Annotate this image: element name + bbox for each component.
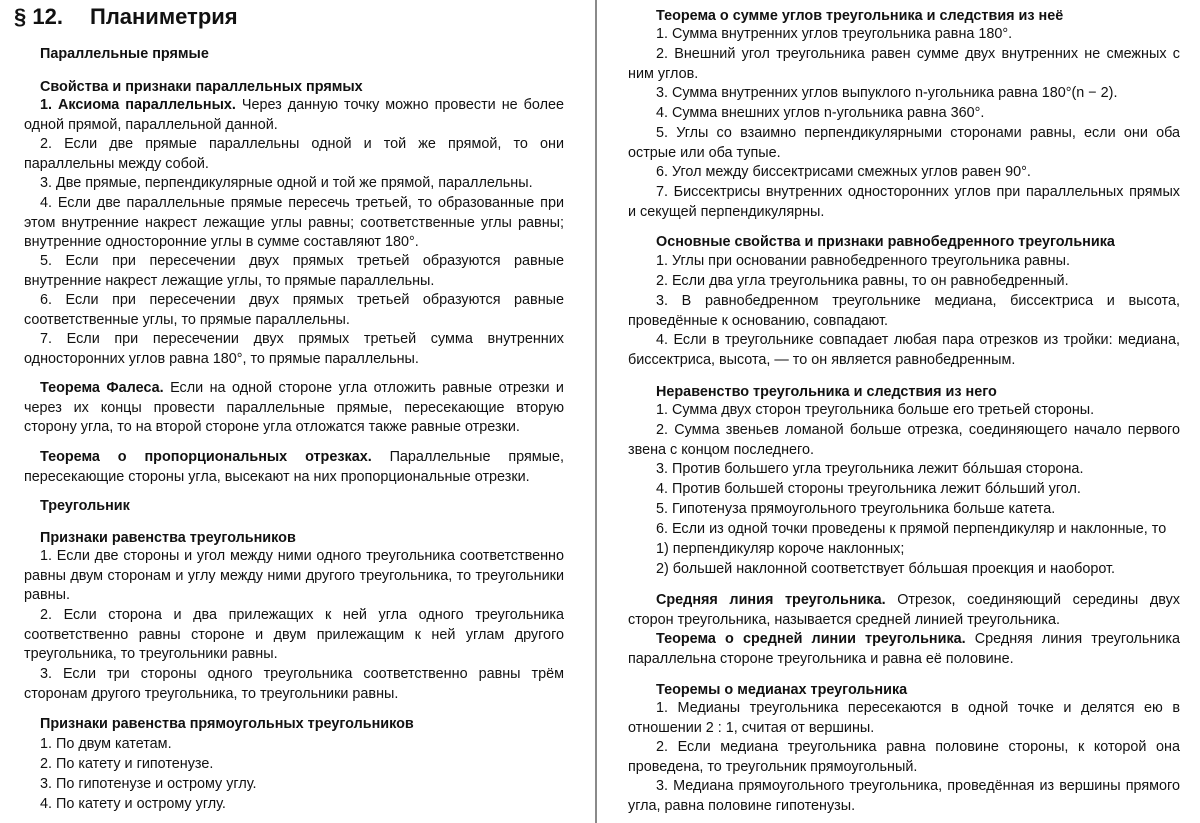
paragraph-isosceles-2: 2. Если два угла треугольника равны, то он равнобедренный. <box>656 273 1069 289</box>
proportional-label: Теорема о пропорциональных отрезках. <box>40 449 372 465</box>
section-title: Планиметрия <box>90 4 238 29</box>
paragraph-sum-1: 1. Сумма внутренних углов треугольника равна 180°. <box>656 26 1013 42</box>
proportional-text: Параллельные прямые, пересекающие стороны угла, высекают на них пропорциональные отрезки. <box>24 449 564 485</box>
heading-parallel-properties: Свойства и признаки параллельных прямых <box>40 79 363 95</box>
paragraph-proportional <box>24 448 564 487</box>
paragraph-parallel-7: 7. Если при пересечении двух прямых третьей сумма внутренних односторонних углов равна 180°, то прямые параллельны. <box>24 331 564 367</box>
heading-triangle: Треугольник <box>40 498 130 514</box>
list-item: 4. По катету и острому углу. <box>40 796 226 812</box>
midline-label: Средняя линия треугольника. <box>656 592 886 608</box>
paragraph-inequality-6a: 1) перпендикуляр короче наклонных; <box>656 541 905 557</box>
paragraph-equality-3: 3. Если три стороны одного треугольника соответственно равны трём сторонам другого треугольника, то треугольники равны. <box>24 666 564 702</box>
heading-isosceles: Основные свойства и признаки равнобедренного треугольника <box>656 234 1115 250</box>
column-divider <box>595 0 597 823</box>
heading-triangle-inequality: Неравенство треугольника и следствия из него <box>656 384 997 400</box>
thales-text: Если на одной стороне угла отложить равные отрезки и через их концы провести параллельные прямые, пересекающие вторую сторону угла, то на второй стороне угла отложатся также равные отрезки. <box>24 380 564 435</box>
paragraph-parallel-6: 6. Если при пересечении двух прямых третьей образуются равные соответственные углы, то прямые параллельны. <box>24 292 564 328</box>
thales-label: Теорема Фалеса. <box>40 380 164 396</box>
paragraph-isosceles-1: 1. Углы при основании равнобедренного треугольника равны. <box>656 253 1070 269</box>
heading-right-triangle-equality: Признаки равенства прямоугольных треугольников <box>40 716 414 732</box>
axiom-text: Через данную точку можно провести не более одной прямой, параллельной данной. <box>24 97 564 133</box>
axiom-label: 1. Аксиома параллельных. <box>40 97 236 113</box>
paragraph-sum-3: 3. Сумма внутренних углов выпуклого n-угольника равна 180°(n − 2). <box>656 85 1118 101</box>
paragraph-sum-5: 5. Углы со взаимно перпендикулярными сторонами равны, если они оба острые или оба тупые. <box>628 125 1180 161</box>
list-item: 2. По катету и гипотенузе. <box>40 756 214 772</box>
paragraph-inequality-4: 4. Против большей стороны треугольника лежит бóльший угол. <box>656 481 1081 497</box>
paragraph-median-1: 1. Медианы треугольника пересекаются в одной точке и делятся ею в отношении 2 : 1, считая от вершины. <box>628 700 1180 736</box>
paragraph-axiom <box>24 96 564 135</box>
paragraph-inequality-3: 3. Против большего угла треугольника лежит бóльшая сторона. <box>656 461 1084 477</box>
paragraph-parallel-4: 4. Если две параллельные прямые пересечь третьей, то образованные при этом внутренние накрест лежащие углы равны; соответственные углы равны; внутренние односторонние углы в сумме составляют 180°. <box>24 195 564 250</box>
paragraph-thales <box>24 379 564 438</box>
paragraph-inequality-5: 5. Гипотенуза прямоугольного треугольника больше катета. <box>656 501 1056 517</box>
paragraph-equality-2: 2. Если сторона и два прилежащих к ней угла одного треугольника соответственно равны стороне и двум прилежащим к ней углам другого треугольника, то треугольники равны. <box>24 607 564 662</box>
paragraph-sum-7: 7. Биссектрисы внутренних односторонних углов при параллельных прямых и секущей перпендикулярны. <box>628 184 1180 220</box>
paragraph-midline-theorem <box>628 630 1180 669</box>
list-item: 3. По гипотенузе и острому углу. <box>40 776 257 792</box>
paragraph-sum-4: 4. Сумма внешних углов n-угольника равна 360°. <box>656 105 985 121</box>
paragraph-parallel-2: 2. Если две прямые параллельны одной и той же прямой, то они параллельны между собой. <box>24 136 564 172</box>
midline-theorem-text: Средняя линия треугольника параллельна стороне треугольника и равна её половине. <box>628 631 1181 667</box>
heading-angle-sum: Теорема о сумме углов треугольника и следствия из неё <box>656 8 1064 24</box>
paragraph-inequality-2: 2. Сумма звеньев ломаной больше отрезка, соединяющего начало первого звена с концом последнего. <box>628 422 1180 458</box>
paragraph-sum-2: 2. Внешний угол треугольника равен сумме двух внутренних не смежных с ним углов. <box>628 46 1180 82</box>
section-number: § 12. <box>14 4 63 29</box>
paragraph-isosceles-4: 4. Если в треугольнике совпадает любая пара отрезков из тройки: медиана, биссектриса, высота, — то он является равнобедренным. <box>628 332 1180 368</box>
paragraph-midline <box>628 591 1180 630</box>
paragraph-inequality-1: 1. Сумма двух сторон треугольника больше его третьей стороны. <box>656 402 1095 418</box>
heading-triangle-equality: Признаки равенства треугольников <box>40 530 296 546</box>
heading-parallel-lines: Параллельные прямые <box>40 46 209 62</box>
section-heading <box>14 4 238 30</box>
paragraph-parallel-5: 5. Если при пересечении двух прямых третьей образуются равные внутренние накрест лежащие углы, то прямые параллельны. <box>24 253 564 289</box>
heading-medians: Теоремы о медианах треугольника <box>656 682 908 698</box>
paragraph-inequality-6: 6. Если из одной точки проведены к прямой перпендикуляр и наклонные, то <box>656 521 1167 537</box>
paragraph-inequality-6b: 2) большей наклонной соответствует бóльшая проекция и наоборот. <box>656 561 1116 577</box>
paragraph-equality-1: 1. Если две стороны и угол между ними одного треугольника соответственно равны двум сторонам и углу между ними другого треугольника, то треугольники равны. <box>24 548 564 603</box>
paragraph-parallel-3: 3. Две прямые, перпендикулярные одной и той же прямой, параллельны. <box>40 175 533 191</box>
paragraph-isosceles-3: 3. В равнобедренном треугольнике медиана, биссектриса и высота, проведённые к основанию, совпадают. <box>628 293 1180 329</box>
paragraph-median-3: 3. Медиана прямоугольного треугольника, проведённая из вершины прямого угла, равна половине гипотенузы. <box>628 778 1180 814</box>
paragraph-median-2: 2. Если медиана треугольника равна половине стороны, к которой она проведена, то треугольник прямоугольный. <box>628 739 1180 775</box>
midline-text: Отрезок, соединяющий середины двух сторон треугольника, называется средней линией треугольника. <box>628 592 1180 628</box>
list-item: 1. По двум катетам. <box>40 736 172 752</box>
paragraph-sum-6: 6. Угол между биссектрисами смежных углов равен 90°. <box>656 164 1031 180</box>
midline-theorem-label: Теорема о средней линии треугольника. <box>656 631 966 647</box>
